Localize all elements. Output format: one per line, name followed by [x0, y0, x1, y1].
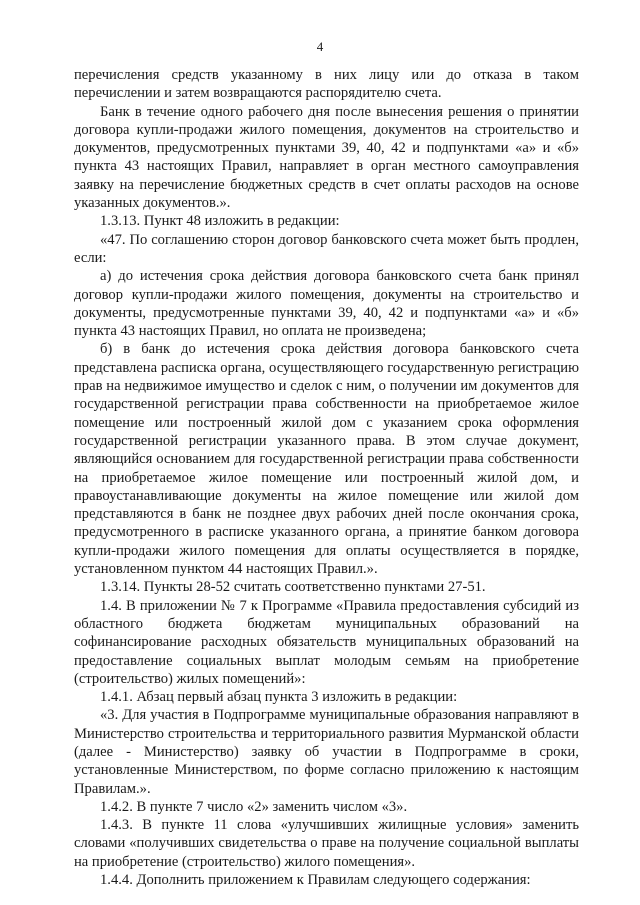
paragraph: «47. По соглашению сторон договор банковского счета может быть продлен, если: — [74, 231, 579, 266]
paragraph: а) до истечения срока действия договора банковского счета банк принял договор купли-продажи жилого помещения, документы на строительство и документы, предусмотренные пунктами 39, 40, 42 и подпунктами «а» и «б» пункта 43 настоящих Правил, но оплата не произведена; — [74, 268, 579, 340]
paragraph: 1.4.2. В пункте 7 число «2» заменить числом «3». — [100, 798, 408, 815]
paragraph: 1.3.14. Пункты 28-52 считать соответственно пунктами 27-51. — [100, 579, 486, 596]
page-number: 4 — [316, 39, 324, 54]
document-body — [74, 66, 579, 889]
paragraph: 1.3.13. Пункт 48 изложить в редакции: — [100, 213, 340, 230]
paragraph: 1.4.3. В пункте 11 слова «улучшивших жилищные условия» заменить словами «получивших свидетельства о праве на получение социальной выплаты на приобретение (строительство) жилого помещения». — [74, 817, 579, 870]
paragraph: 1.4. В приложении № 7 к Программе «Правила предоставления субсидий из областного бюджета бюджетам муниципальных образований на софинансирование расходных обязательств муниципальных образований на предоставление социальных выплат молодым семьям на приобретение (строительство) жилых помещений»: — [74, 597, 579, 687]
paragraph: Банк в течение одного рабочего дня после вынесения решения о принятии договора купли-продажи жилого помещения, документов на строительство и документов, предусмотренных пунктами 39, 40, 42 и подпунктами «а» и «б» пункта 43 настоящих Правил, направляет в орган местного самоуправления заявку на перечисление бюджетных средств в счет оплаты расходов на основе указанных документов.». — [74, 103, 579, 212]
paragraph: б) в банк до истечения срока действия договора банковского счета представлена расписка органа, осуществляющего государственную регистрацию прав на недвижимое имущество и сделок с ним, о получении им документов для государственной регистрации права собственности на приобретаемое жилое помещение или построенный жилой дом с указанием срока оформления государственной регистрации указанного права. В этом случае документ, являющийся основанием для государственной регистрации права собственности на приобретаемое жилое помещение или построенный жилой дом, и правоустанавливающие документы на жилое помещение или жилой дом представляются в банк не позднее двух рабочих дней после окончания срока, предусмотренного в расписке указанного органа, а принятие банком договора купли-продажи жилого помещения для оплаты осуществляется в порядке, установленном пунктом 44 настоящих Правил.». — [74, 341, 579, 578]
paragraph: перечисления средств указанному в них лицу или до отказа в таком перечислении и затем возвращаются распорядителю счета. — [74, 67, 579, 102]
paragraph: 1.4.4. Дополнить приложением к Правилам следующего содержания: — [100, 872, 531, 889]
paragraph: 1.4.1. Абзац первый абзац пункта 3 изложить в редакции: — [100, 689, 458, 706]
paragraph: «3. Для участия в Подпрограмме муниципальные образования направляют в Министерство строительства и территориального развития Мурманской области (далее - Министерство) заявку об участии в Подпрограмме в сроки, установленные Министерством, по форме согласно приложению к настоящим Правилам.». — [74, 707, 579, 797]
